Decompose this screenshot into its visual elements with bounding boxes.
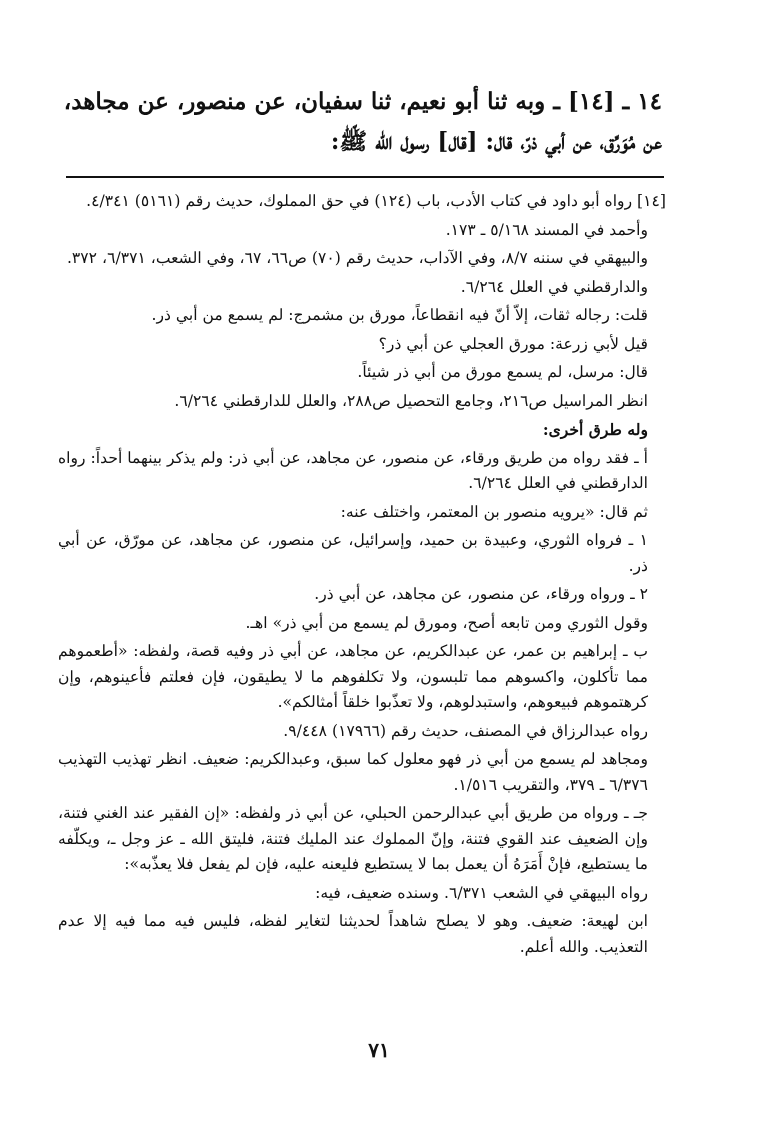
hadith-line-1: ١٤ ـ [١٤] ـ وبه ثنا أبو نعيم، ثنا سفيان، عن منصور، عن مجاهد، [63,88,662,115]
footnotes [58,189,666,963]
footnote-paragraph: ١ ـ فرواه الثوري، وعبيدة بن حميد، وإسرائيل، عن منصور، عن مجاهد، عن مورّق، عن أبي ذر. [58,531,648,575]
footnote-separator [66,176,664,178]
footnote-paragraph: وأحمد في المسند ٥/١٦٨ ـ ١٧٣. [445,220,648,239]
footnote-paragraph: جـ ـ ورواه من طريق أبي عبدالرحمن الحبلي، عن أبي ذر ولفظه: «إن الفقير عند الغني فتنة، وإن الضعيف عند القوي فتنة، وإنّ المملوك عند المليك فتنة، فليتق الله ـ عز وجل ـ، ويكلّفه ما يستطيع، فإنْ أَمَرَهُ أن يعمل بما لا يستطيع فليعنه عليه، فإن لم يفعل فلا يعذّبه»: [58,804,648,873]
footnote-paragraph: ثم قال: «يرويه منصور بن المعتمر، واختلف عنه: [340,502,648,521]
footnote-paragraph: قيل لأبي زرعة: مورق العجلي عن أبي ذر؟ [378,334,648,353]
footnote-paragraph: وقول الثوري ومن تابعه أصح، ومورق لم يسمع من أبي ذر» اهـ. [245,613,648,632]
footnote-paragraph: قال: مرسل، لم يسمع مورق من أبي ذر شيئاً. [357,363,648,381]
footnote-paragraph: ٢ ـ ورواه ورقاء، عن منصور، عن مجاهد، عن أبي ذر. [314,585,648,603]
footnote-paragraph: والدارقطني في العلل ٦/٢٦٤. [460,277,648,296]
footnote-paragraph: أ ـ فقد رواه من طريق ورقاء، عن منصور، عن مجاهد، عن أبي ذر: ولم يذكر بينهما أحداً: رواه الدارقطني في العلل ٦/٢٦٤. [58,448,648,492]
footnote-paragraph: انظر المراسيل ص٢١٦، وجامع التحصيل ص٢٨٨، والعلل للدارقطني ٦/٢٦٤. [174,391,648,410]
footnote-paragraph: [١٤] رواه أبو داود في كتاب الأدب، باب (١٢٤) في حق المملوك، حديث رقم (٥١٦١) ٤/٣٤١. [86,192,666,210]
footnote-paragraph: والبيهقي في سننه ٨/٧، وفي الآداب، حديث رقم (٧٠) ص٦٦، ٦٧، وفي الشعب، ٦/٣٧١، ٣٧٢. [66,249,648,267]
hadith-text [60,82,662,162]
footnote-paragraph: وله طرق أخرى: [542,420,648,439]
footnote-paragraph: رواه البيهقي في الشعب ٦/٣٧١. وسنده ضعيف، فيه: [315,883,648,902]
footnote-paragraph: ابن لهيعة: ضعيف. وهو لا يصلح شاهداً لحديثنا لتغاير لفظه، فليس فيه مما فيه إلا عدم التعذيب. والله أعلم. [58,912,648,956]
page-number: ٧١ [368,1038,390,1062]
footnote-paragraph: ب ـ إبراهيم بن عمر، عن عبدالكريم، عن مجاهد، عن أبي ذر وفيه قصة، ولفظه: «أطعموهم مما تأكلون، واكسوهم مما تلبسون، ولا تكلفوهم ما لا يطيقون، فإن فعلتم فأعينوهم، وإن كرهتموهم فبيعوهم، واستبدلوهم، ولا تعذّبوا خلقاً أمثالكم». [58,642,648,711]
hadith-line-2: عن مُوَرِّق، عن أبي ذرّ، قال: [قال] رسول الله ﷺ: [330,128,662,155]
footnote-paragraph: قلت: رجاله ثقات، إلاّ أنّ فيه انقطاعاً، مورق بن مشمرج: لم يسمع من أبي ذر. [151,306,648,324]
footnote-paragraph: ومجاهد لم يسمع من أبي ذر فهو معلول كما سبق، وعبدالكريم: ضعيف. انظر تهذيب التهذيب ٦/٣٧٦ ـ ٣٧٩، والتقريب ١/٥١٦. [58,750,648,794]
footnote-paragraph: رواه عبدالرزاق في المصنف، حديث رقم (١٧٩٦٦) ٩/٤٤٨. [283,721,648,740]
